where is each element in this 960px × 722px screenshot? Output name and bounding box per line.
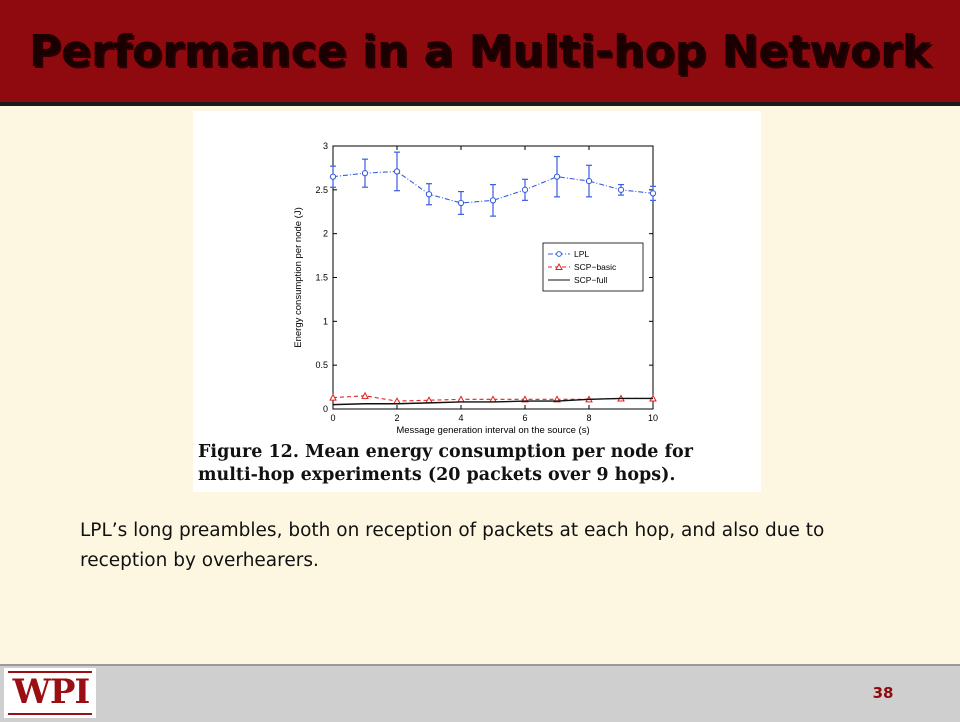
x-tick-label: 8 xyxy=(586,413,591,423)
body-text: LPL’s long preambles, both on reception of packets at each hop, and also due to reception by overhearers. xyxy=(80,516,880,576)
slide-title: Performance in a Multi-hop Network xyxy=(0,26,960,77)
x-tick-label: 6 xyxy=(522,413,527,423)
logo-bottom-rule xyxy=(8,713,92,715)
y-tick-label: 3 xyxy=(323,141,328,151)
figure-caption: Figure 12. Mean energy consumption per node for multi-hop experiments (20 packets over 9 hops). xyxy=(198,441,758,487)
data-point xyxy=(554,174,559,179)
legend-marker xyxy=(557,252,562,257)
y-tick-label: 1.5 xyxy=(315,273,328,283)
x-tick-label: 0 xyxy=(330,413,335,423)
x-tick-label: 4 xyxy=(458,413,463,423)
data-point xyxy=(330,174,335,179)
legend-label: LPL xyxy=(574,249,589,259)
x-axis-label: Message generation interval on the source (s) xyxy=(396,425,589,436)
footer-bar xyxy=(0,664,960,722)
y-tick-label: 0.5 xyxy=(315,360,328,370)
energy-chart xyxy=(193,111,761,441)
wpi-logo xyxy=(4,668,96,718)
legend-label: SCP−full xyxy=(574,275,607,285)
data-point xyxy=(426,192,431,197)
page-number: 38 xyxy=(866,684,900,702)
x-tick-label: 2 xyxy=(394,413,399,423)
legend-label: SCP−basic xyxy=(574,262,617,272)
y-tick-label: 2 xyxy=(323,229,328,239)
data-point xyxy=(618,187,623,192)
figure-panel xyxy=(193,111,761,492)
data-point xyxy=(586,178,591,183)
data-point xyxy=(362,171,367,176)
y-tick-label: 2.5 xyxy=(315,185,328,195)
data-point xyxy=(650,191,655,196)
logo-text: WPI xyxy=(8,672,94,712)
y-tick-label: 0 xyxy=(323,404,328,414)
data-point xyxy=(490,198,495,203)
y-axis-label: Energy consumption per node (J) xyxy=(293,207,304,347)
x-tick-label: 10 xyxy=(648,413,658,423)
data-point xyxy=(458,200,463,205)
data-point xyxy=(522,187,527,192)
data-point xyxy=(394,169,399,174)
y-tick-label: 1 xyxy=(323,316,328,326)
